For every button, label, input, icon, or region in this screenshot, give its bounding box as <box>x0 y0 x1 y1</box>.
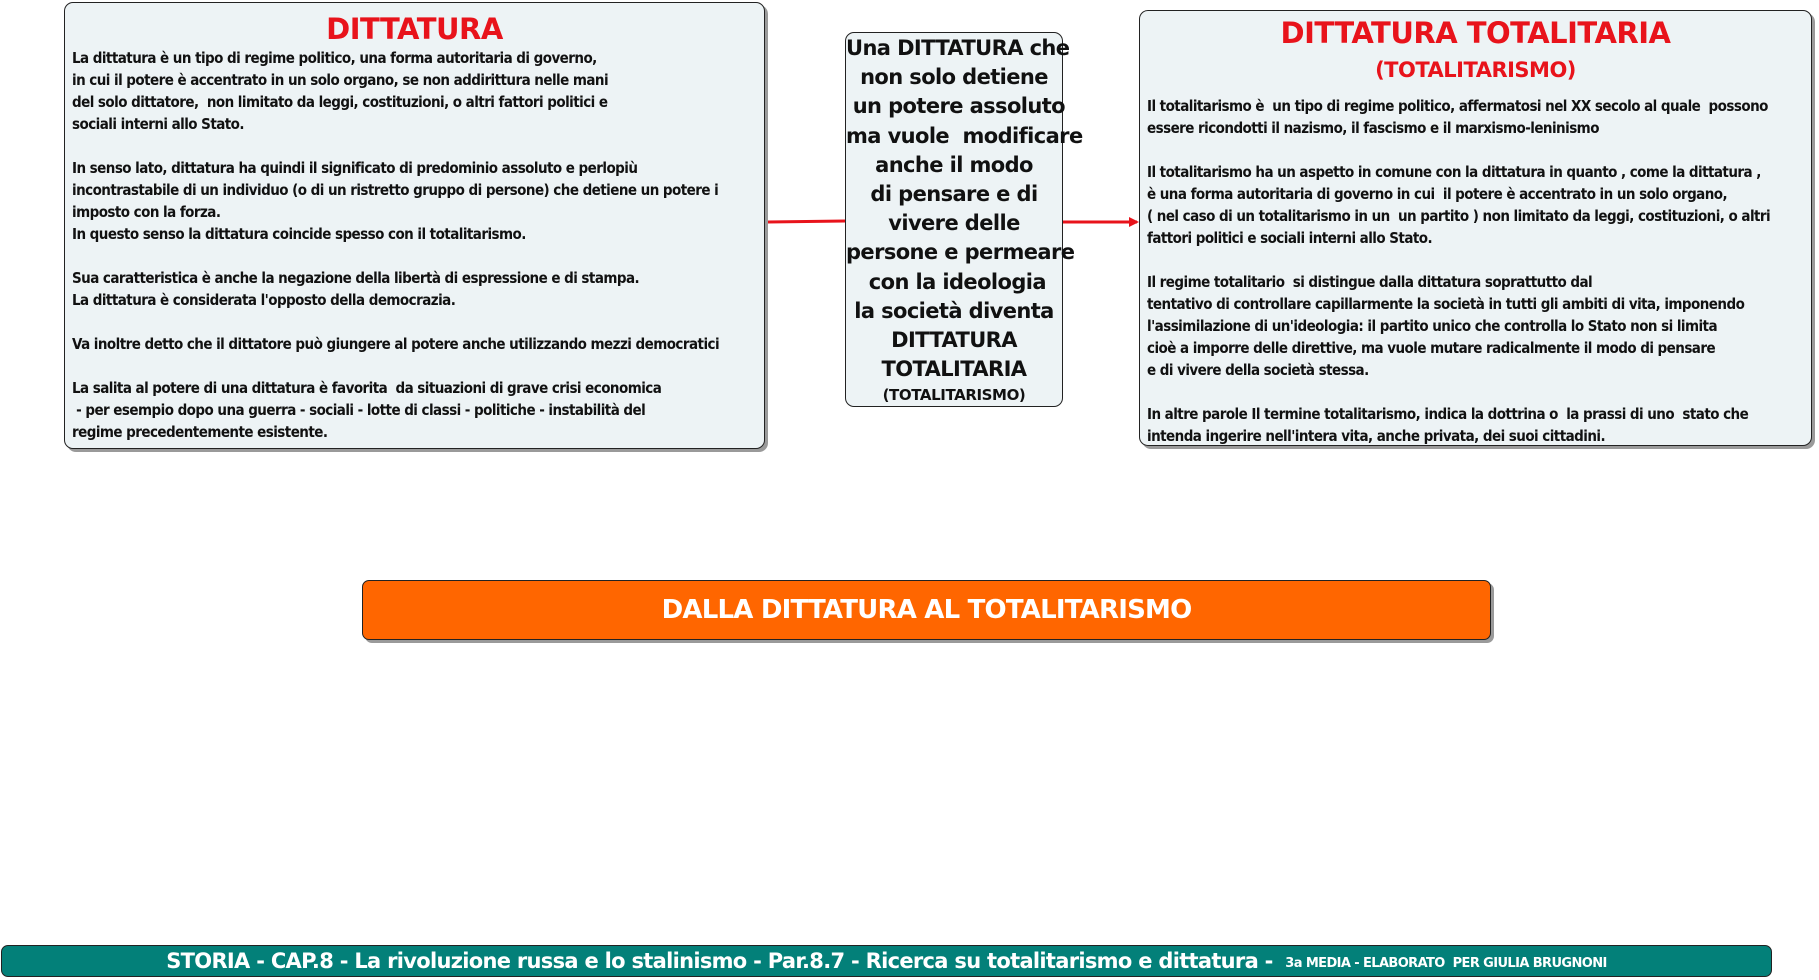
text-line: in cui il potere è accentrato in un solo organo, se non addirittura nelle mani <box>72 71 609 89</box>
footer-main-text: STORIA - CAP.8 - La rivoluzione russa e lo stalinismo - Par.8.7 - Ricerca su totalitarismo e dittatura - <box>166 949 1280 973</box>
text-line: ( nel caso di un totalitarismo in un un partito ) non limitato da leggi, costituzioni, o altri <box>1147 207 1771 225</box>
text-line: Va inoltre detto che il dittatore può giungere al potere anche utilizzando mezzi democratici <box>72 335 720 353</box>
text-line: incontrastabile di un individuo (o di un ristretto gruppo di persone) che detiene un potere i <box>72 181 719 199</box>
paragraph <box>72 377 719 443</box>
text-line: Il totalitarismo è un tipo di regime politico, affermatosi nel XX secolo al quale possono <box>1147 97 1768 115</box>
text-line: In senso lato, dittatura ha quindi il significato di predominio assoluto e perlopiù <box>72 159 638 177</box>
text-line: intenda ingerire nell'intera vita, anche privata, dei suoi cittadini. <box>1147 427 1606 445</box>
text-line: anche il modo <box>875 152 1033 177</box>
connector-left-to-center <box>768 221 845 222</box>
text-line: sociali interni allo Stato. <box>72 115 244 133</box>
text-line: imposto con la forza. <box>72 203 221 221</box>
text-line: In questo senso la dittatura coincide spesso con il totalitarismo. <box>72 225 526 243</box>
text-line: e di vivere della società stessa. <box>1147 361 1369 379</box>
transition-subtitle: (TOTALITARISMO) <box>882 386 1026 405</box>
text-line: vivere delle <box>888 211 1020 236</box>
text-line: La dittatura è un tipo di regime politico, una forma autoritaria di governo, <box>72 49 597 67</box>
main-topic-label: DALLA DITTATURA AL TOTALITARISMO <box>661 595 1192 625</box>
text-line: cioè a imporre delle direttive, ma vuole mutare radicalmente il modo di pensare <box>1147 339 1716 357</box>
text-line: TOTALITARIA <box>881 357 1027 382</box>
dittatura-title: DITTATURA <box>326 12 503 46</box>
text-line: l'assimilazione di un'ideologia: il partito unico che controlla lo Stato non si limita <box>1147 317 1718 335</box>
main-topic-banner[interactable] <box>362 580 1491 640</box>
text-line: DITTATURA <box>891 328 1017 353</box>
transition-box[interactable] <box>845 32 1083 407</box>
text-line: tentativo di controllare capillarmente la società in tutti gli ambiti di vita, imponendo <box>1147 295 1745 313</box>
dittatura-totalitaria-title: DITTATURA TOTALITARIA <box>1280 16 1671 50</box>
text-line: la società diventa <box>854 298 1054 323</box>
text-line: La salita al potere di una dittatura è favorita da situazioni di grave crisi economica <box>72 379 662 397</box>
text-line: con la ideologia <box>862 269 1046 294</box>
text-line: un potere assoluto <box>846 94 1065 119</box>
text-line: Una DITTATURA che <box>846 36 1070 60</box>
text-line: di pensare e di <box>870 182 1038 207</box>
text-line: - per esempio dopo una guerra - sociali - lotte di classi - politiche - instabilità del <box>72 401 646 419</box>
footer-credit-text: 3a MEDIA - ELABORATO PER GIULIA BRUGNONI <box>1285 955 1607 971</box>
totalitarismo-subtitle: (TOTALITARISMO) <box>1375 58 1576 82</box>
dittatura-totalitaria-body <box>1147 95 1770 447</box>
text-line: è una forma autoritaria di governo in cui il potere è accentrato in un solo organo, <box>1147 185 1728 203</box>
paragraph <box>72 333 719 355</box>
text-line: del solo dittatore, non limitato da leggi, costituzioni, o altri fattori politici e <box>72 93 608 111</box>
paragraph <box>1147 271 1770 381</box>
paragraph <box>1147 95 1770 139</box>
paragraph <box>1147 403 1770 447</box>
text-line: Il totalitarismo ha un aspetto in comune con la dittatura in quanto , come la dittatura , <box>1147 163 1761 181</box>
text-line: Sua caratteristica è anche la negazione della libertà di espressione e di stampa. <box>72 269 640 287</box>
dittatura-totalitaria-box[interactable] <box>1139 10 1812 446</box>
text-line: In altre parole Il termine totalitarismo, indica la dottrina o la prassi di uno stato che <box>1147 405 1749 423</box>
paragraph <box>1147 161 1770 249</box>
paragraph <box>72 267 719 311</box>
text-line: La dittatura è considerata l'opposto della democrazia. <box>72 291 456 309</box>
paragraph <box>72 157 719 245</box>
text-line: essere ricondotti il nazismo, il fascismo e il marxismo-leninismo <box>1147 119 1599 137</box>
paragraph <box>72 47 719 135</box>
text-line: persone e permeare <box>846 240 1075 265</box>
text-line: non solo detiene <box>860 65 1048 90</box>
text-line: Il regime totalitario si distingue dalla dittatura soprattutto dal <box>1147 273 1593 291</box>
dittatura-body <box>72 47 719 443</box>
footer-bar <box>1 945 1772 977</box>
text-line: fattori politici e sociali interni allo Stato. <box>1147 229 1433 247</box>
text-line: ma vuole modificare <box>846 123 1083 148</box>
text-line: regime precedentemente esistente. <box>72 423 328 441</box>
dittatura-box[interactable] <box>64 2 765 449</box>
